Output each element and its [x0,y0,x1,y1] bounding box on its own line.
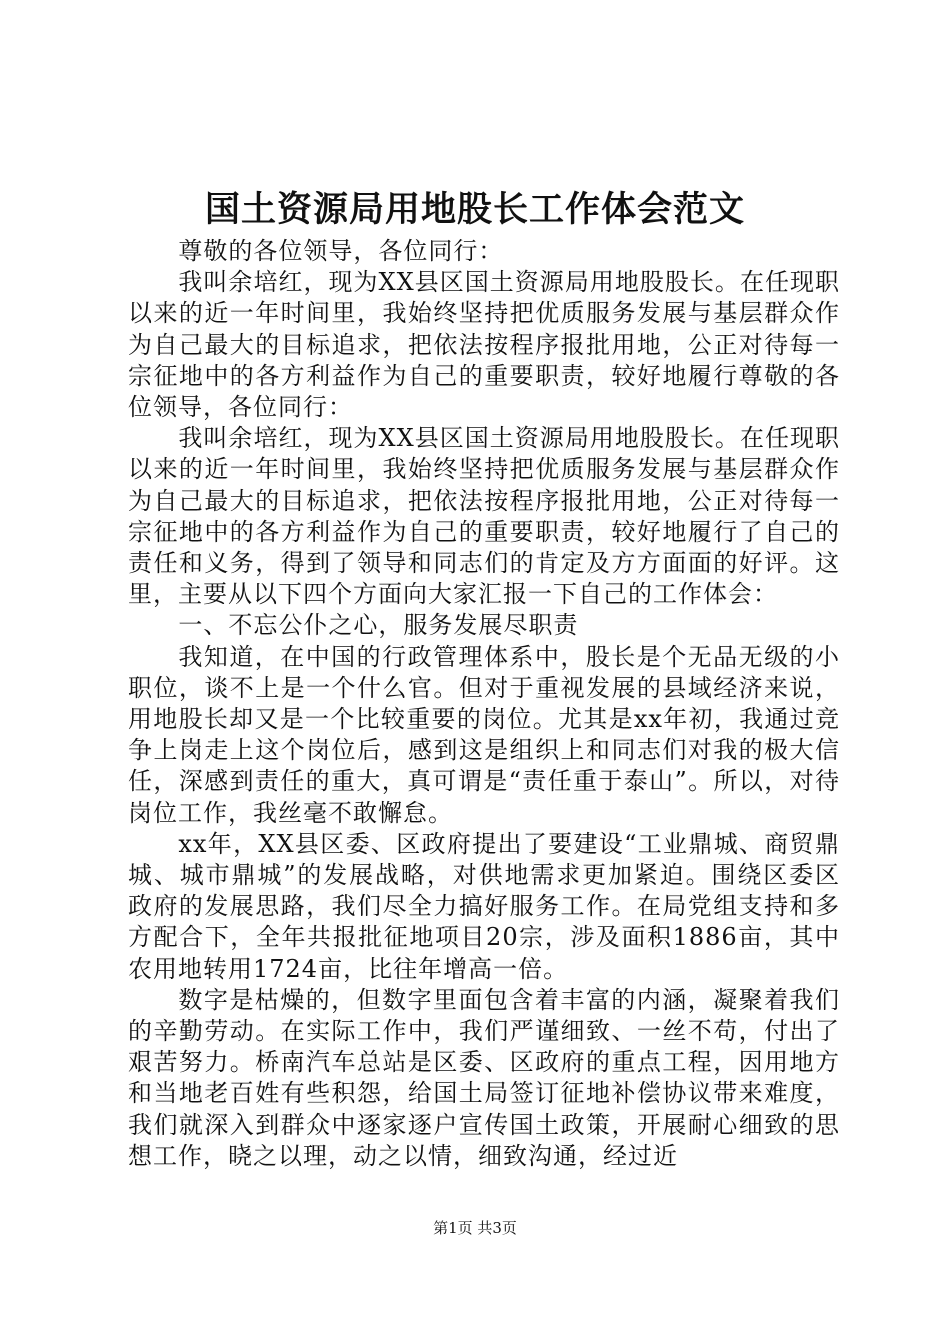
paragraph-body-1: 我知道，在中国的行政管理体系中，股长是个无品无级的小职位，谈不上是一个什么官。但对于重视发展的县域经济来说，用地股长却又是一个比较重要的岗位。尤其是xx年初，我通过竞争上岗走上这个岗位后，感到这是组织上和同志们对我的极大信任，深感到责任的重大，真可谓是“责任重于泰山”。所以，对待岗位工作，我丝毫不敢懈怠。 [128,642,840,827]
section-heading-1: 一、不忘公仆之心，服务发展尽职责 [178,611,579,640]
page-number-footer: 第1页 共3页 [433,1219,517,1237]
document-body [128,236,840,1172]
paragraph-intro-1: 我叫余培红，现为XX县区国土资源局用地股股长。在任现职以来的近一年时间里，我始终坚持把优质服务发展与基层群众作为自己最大的目标追求，把依法按程序报批用地，公正对待每一宗征地中的各方利益作为自己的重要职责，较好地履行尊敬的各位领导，各位同行： [128,268,840,422]
paragraph-salutation: 尊敬的各位领导，各位同行： [178,237,504,265]
paragraph-intro-2: 我叫余培红，现为XX县区国土资源局用地股股长。在任现职以来的近一年时间里，我始终坚持把优质服务发展与基层群众作为自己最大的目标追求，把依法按程序报批用地，公正对待每一宗征地中的各方利益作为自己的重要职责，较好地履行了自己的责任和义务，得到了领导和同志们的肯定及方方面面的好评。这里，主要从以下四个方面向大家汇报一下自己的工作体会： [128,424,840,609]
document-title: 国土资源局用地股长工作体会范文 [204,189,745,230]
paragraph-body-3: 数字是枯燥的，但数字里面包含着丰富的内涵，凝聚着我们的辛勤劳动。在实际工作中，我们严谨细致、一丝不苟，付出了艰苦努力。桥南汽车总站是区委、区政府的重点工程，因用地方和当地老百姓有些积怨，给国土局签订征地补偿协议带来难度，我们就深入到群众中逐家逐户宣传国土政策，开展耐心细致的思想工作，晓之以理，动之以情，细致沟通，经过近 [128,985,840,1170]
paragraph-body-2: xx年，XX县区委、区政府提出了要建设“工业鼎城、商贸鼎城、城市鼎城”的发展战略，对供地需求更加紧迫。围绕区委区政府的发展思路，我们尽全力搞好服务工作。在局党组支持和多方配合下，全年共报批征地项目20宗，涉及面积1886亩，其中农用地转用1724亩，比往年增高一倍。 [128,829,840,983]
